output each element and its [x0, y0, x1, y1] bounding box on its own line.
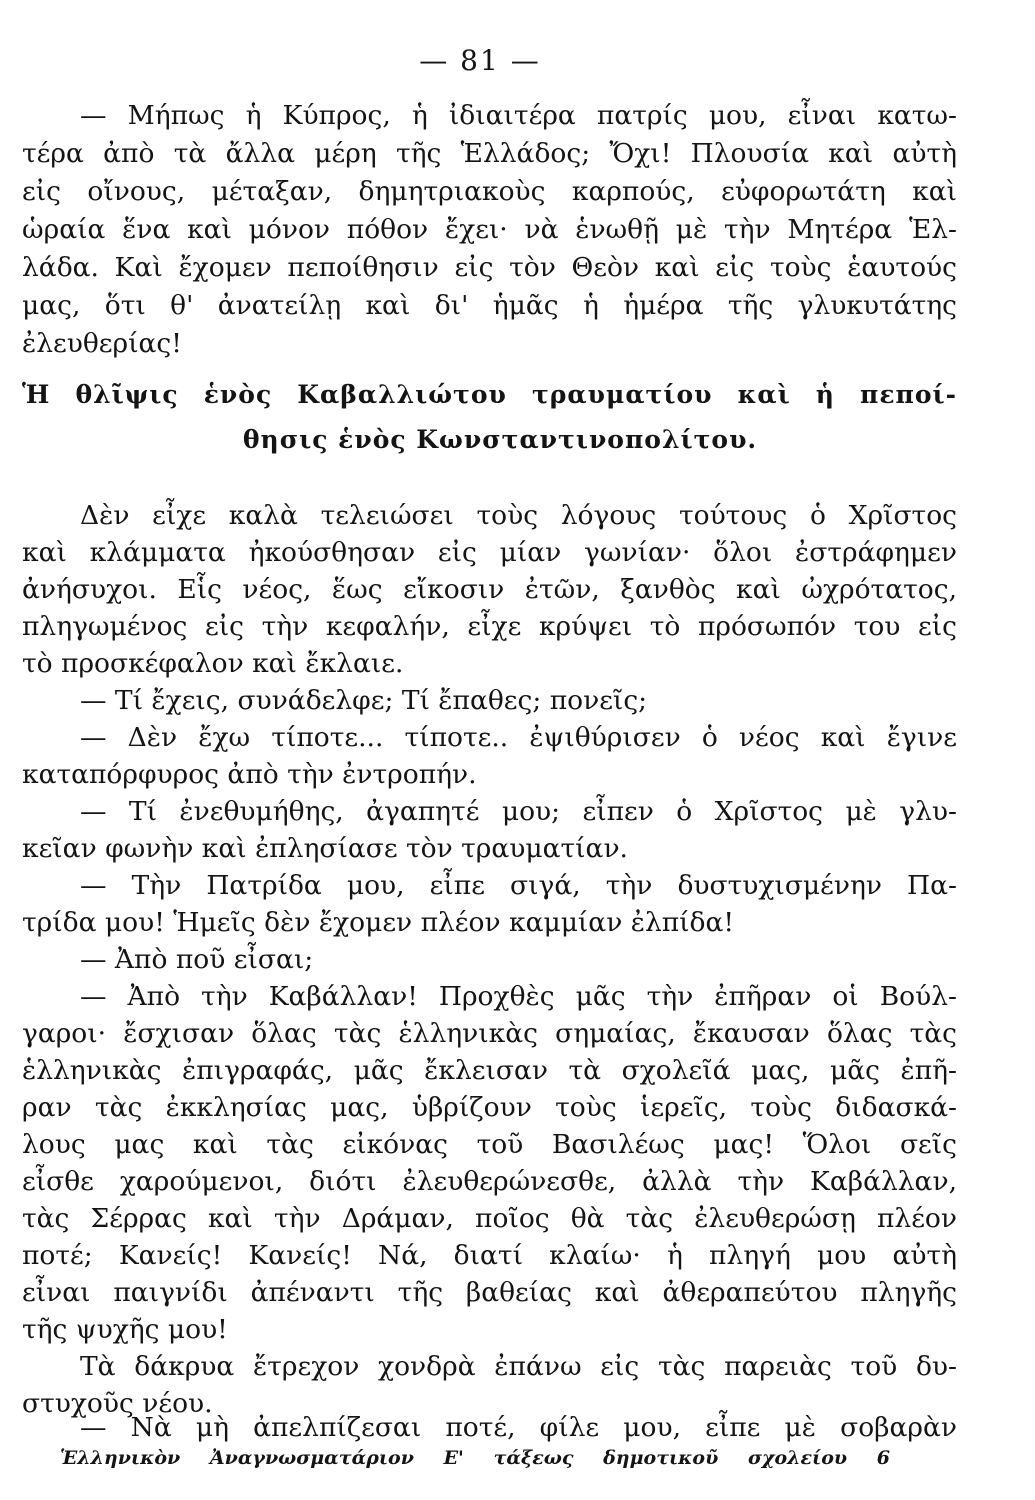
text-line: εἰς οἴνους, μέταξαν, δημητριακοὺς καρπούς, εὐφορωτάτη καὶ: [22, 176, 957, 207]
page-number: — 81 —: [419, 44, 541, 77]
text-line: ἐλευθερίας!: [22, 328, 182, 359]
text-line: καταπόρφυρος ἀπὸ τὴν ἐντροπήν.: [22, 759, 477, 790]
text-line: μας, ὅτι θ' ἀνατείλῃ καὶ δι' ἡμᾶς ἡ ἡμέρα τῆς γλυκυτάτης: [22, 290, 957, 321]
text-line-last: — Νὰ μὴ ἀπελπίζεσαι ποτέ, φίλε μου, εἶπε μὲ σοβαρὰν: [80, 1412, 957, 1443]
section-heading-line-1: Ἡ θλῖψις ἑνὸς Καβαλλιώτου τραυματίου καὶ ἡ πεποί-: [22, 380, 957, 409]
text-line: τὰς Σέρρας καὶ τὴν Δράμαν, ποῖος θὰ τὰς ἐλευθερώσῃ πλέον: [22, 1203, 957, 1234]
text-line: τρίδα μου! Ἡμεῖς δὲν ἔχομεν πλέον καμμίαν ἐλπίδα!: [22, 907, 735, 938]
text-line: — Τί ἔχεις, συνάδελφε; Τί ἔπαθες; πονεῖς;: [80, 685, 648, 716]
text-line: λους μας καὶ τὰς εἰκόνας τοῦ Βασιλέως μας! Ὅλοι σεῖς: [22, 1129, 957, 1160]
text-line: εἶσθε χαρούμενοι, διότι ἐλευθερώνεσθε, ἀλλὰ τὴν Καβάλλαν,: [22, 1166, 957, 1197]
text-line: τὸ προσκέφαλον καὶ ἔκλαιε.: [22, 648, 404, 679]
section-heading-line-2: θησις ἑνὸς Κωνσταντινοπολίτου.: [242, 425, 758, 454]
text-line: λάδα. Καὶ ἔχομεν πεποίθησιν εἰς τὸν Θεὸν καὶ εἰς τοὺς ἑαυτούς: [22, 252, 957, 283]
text-line: — Ἀπὸ τὴν Καβάλλαν! Προχθὲς μᾶς τὴν ἐπῆραν οἱ Βούλ-: [80, 981, 957, 1012]
footnote: [60, 1447, 890, 1469]
text-line: γαροι· ἔσχισαν ὅλας τὰς ἑλληνικὰς σημαίας, ἔκαυσαν ὅλας τὰς: [22, 1018, 957, 1049]
text-line: ἑλληνικὰς ἐπιγραφάς, μᾶς ἔκλεισαν τὰ σχολεῖά μας, μᾶς ἐπῆ-: [22, 1055, 957, 1086]
text-line: στυχοῦς νέου.: [22, 1388, 213, 1419]
text-line: — Τί ἐνεθυμήθης, ἀγαπητέ μου; εἶπεν ὁ Χρῖστος μὲ γλυ-: [80, 796, 957, 827]
text-line: ποτέ; Κανείς! Κανείς! Νά, διατί κλαίω· ἡ πληγή μου αὐτὴ: [22, 1240, 957, 1271]
text-line: κεῖαν φωνὴν καὶ ἐπλησίασε τὸν τραυματίαν.: [22, 833, 628, 864]
text-line: καὶ κλάμματα ἠκούσθησαν εἰς μίαν γωνίαν· ὅλοι ἐστράφημεν: [22, 537, 957, 568]
text-line: ἀνήσυχοι. Εἷς νέος, ἕως εἴκοσιν ἐτῶν, ξανθὸς καὶ ὠχρότατος,: [22, 574, 957, 605]
text-line: ὡραία ἕνα καὶ μόνον πόθον ἔχει· νὰ ἑνωθῇ μὲ τὴν Μητέρα Ἑλ-: [22, 214, 957, 245]
text-line: — Ἀπὸ ποῦ εἶσαι;: [80, 944, 314, 975]
signature-mark: 6: [876, 1447, 890, 1469]
text-line: τέρα ἀπὸ τὰ ἄλλα μέρη τῆς Ἑλλάδος; Ὄχι! Πλουσία καὶ αὐτὴ: [22, 138, 957, 169]
text-line: πληγωμένος εἰς τὴν κεφαλήν, εἶχε κρύψει τὸ πρόσωπόν του εἰς: [22, 611, 957, 642]
footnote-title: Ἑλληνικὸν Ἀναγνωσματάριον Ε' τάξεως δημοτικοῦ σχολείου: [60, 1447, 848, 1469]
text-line: τῆς ψυχῆς μου!: [22, 1314, 228, 1345]
text-line: — Μήπως ἡ Κύπρος, ἡ ἰδιαιτέρα πατρίς μου, εἶναι κατω-: [80, 100, 957, 131]
text-line: — Τὴν Πατρίδα μου, εἶπε σιγά, τὴν δυστυχισμένην Πα-: [80, 870, 957, 901]
text-line: ραν τὰς ἐκκλησίας μας, ὑβρίζουν τοὺς ἱερεῖς, τοὺς διδασκά-: [22, 1092, 957, 1123]
text-line: — Δὲν ἔχω τίποτε... τίποτε.. ἐψιθύρισεν ὁ νέος καὶ ἔγινε: [80, 722, 957, 753]
text-line: Δὲν εἶχε καλὰ τελειώσει τοὺς λόγους τούτους ὁ Χρῖστος: [80, 500, 957, 531]
text-line: Τὰ δάκρυα ἔτρεχον χονδρὰ ἐπάνω εἰς τὰς παρειὰς τοῦ δυ-: [80, 1351, 957, 1382]
text-line: εἶναι παιγνίδι ἀπέναντι τῆς βαθείας καὶ ἀθεραπεύτου πληγῆς: [22, 1277, 957, 1308]
